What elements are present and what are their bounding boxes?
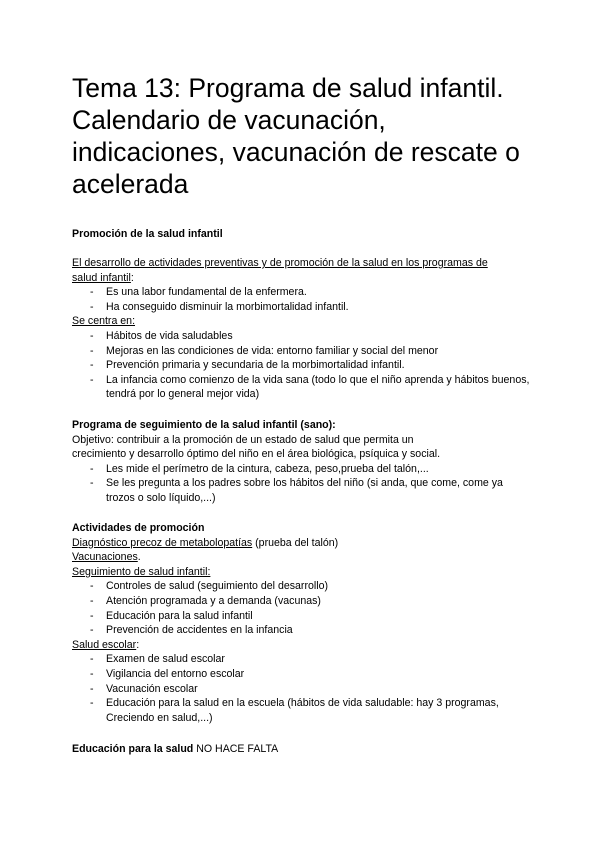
section-actividades <box>72 521 532 725</box>
section-educacion <box>72 742 532 757</box>
section-promocion-body <box>72 256 532 402</box>
subheading: Seguimiento de salud infantil: <box>72 565 211 578</box>
title-line: acelerada <box>72 169 189 199</box>
list-item: - Educación para la salud en la escuela (hábitos de vida saludable: hay 3 programas, Creciendo en salud,...) <box>72 696 532 725</box>
list-item: - Es una labor fundamental de la enfermera. <box>72 285 532 300</box>
intro-text: El desarrollo de actividades preventivas y de promoción de la salud en los programas de <box>72 257 488 269</box>
diagnostico-label: Diagnóstico precoz de metabolopatías <box>72 536 253 549</box>
list-item: - Hábitos de vida saludables <box>72 329 532 344</box>
section-promocion-salud <box>72 227 532 242</box>
bullet-list <box>72 652 532 725</box>
section-heading: Actividades de promoción <box>72 522 205 534</box>
list-item: - Prevención primaria y secundaria de la morbimortalidad infantil. <box>72 358 532 373</box>
section-heading: Programa de seguimiento de la salud infantil (sano): <box>72 419 336 431</box>
bullet-list <box>72 329 532 402</box>
subheading: Salud escolar <box>72 638 137 651</box>
title-line: indicaciones, vacunación de rescate o <box>72 137 520 167</box>
intro-colon: : <box>130 271 134 284</box>
paragraph-line: Objetivo: contribuir a la promoción de un estado de salud que permita un <box>72 433 414 446</box>
list-item: - Examen de salud escolar <box>72 652 532 667</box>
section-note: NO HACE FALTA <box>193 743 279 755</box>
intro-text: salud infantil <box>72 271 131 284</box>
list-item: - Ha conseguido disminuir la morbimortalidad infantil. <box>72 300 532 315</box>
diagnostico-detail: (prueba del talón) <box>252 536 339 549</box>
list-item: - Educación para la salud infantil <box>72 609 532 624</box>
list-item: - Mejoras en las condiciones de vida: entorno familiar y social del menor <box>72 344 532 359</box>
list-item: - Les mide el perímetro de la cintura, cabeza, peso,prueba del talón,... <box>72 462 532 477</box>
subheading: Se centra en: <box>72 315 136 328</box>
bullet-list <box>72 579 532 637</box>
list-item: - Prevención de accidentes en la infancia <box>72 623 532 638</box>
vacunaciones-label: Vacunaciones <box>72 551 138 564</box>
title-line: Calendario de vacunación, <box>72 105 386 135</box>
bullet-list <box>72 285 532 314</box>
paragraph-line: crecimiento y desarrollo óptimo del niño en el área biológica, psíquica y social. <box>72 448 441 461</box>
vacunaciones-dot: . <box>137 551 141 564</box>
list-item: - Controles de salud (seguimiento del desarrollo) <box>72 579 532 594</box>
list-item: - La infancia como comienzo de la vida sana (todo lo que el niño aprenda y hábitos buenos, tendrá por lo general mejor vida) <box>72 373 532 402</box>
bullet-list <box>72 462 532 506</box>
list-item: - Vacunación escolar <box>72 682 532 697</box>
section-heading: Promoción de la salud infantil <box>72 228 223 240</box>
list-item: - Se les pregunta a los padres sobre los hábitos del niño (si anda, que come, come ya trozos o solo líquido,...) <box>72 476 532 505</box>
page-title <box>72 72 552 200</box>
list-item: - Atención programada y a demanda (vacunas) <box>72 594 532 609</box>
title-line: Tema 13: Programa de salud infantil. <box>72 73 504 103</box>
list-item: - Vigilancia del entorno escolar <box>72 667 532 682</box>
subheading-colon: : <box>136 638 140 651</box>
section-seguimiento <box>72 418 532 506</box>
section-heading: Educación para la salud <box>72 743 194 755</box>
